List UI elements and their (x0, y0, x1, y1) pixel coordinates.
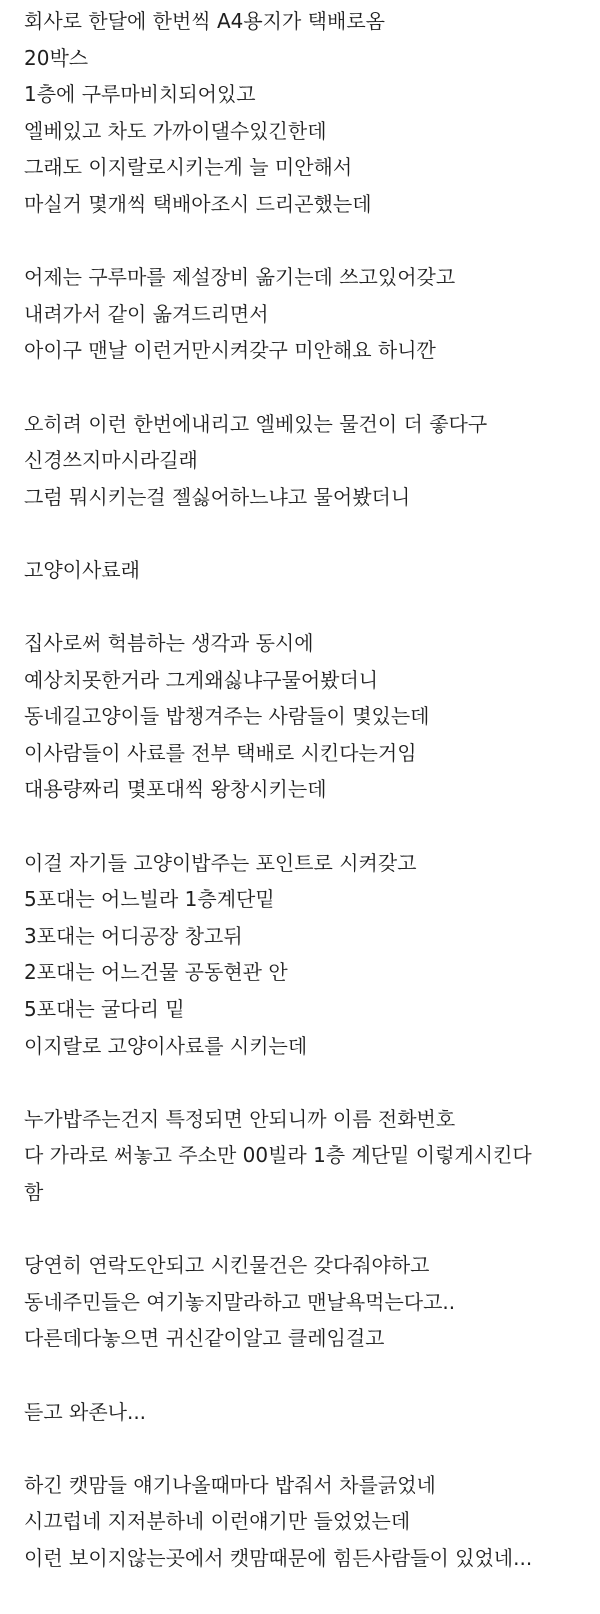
text-line: 다른데다놓으면 귀신같이알고 클레임걸고 (24, 1326, 385, 1351)
text-line: 회사로 한달에 한번씩 A4용지가 택배로옴 (24, 9, 385, 33)
text-line: 이걸 자기들 고양이밥주는 포인트로 시켜갖고 (24, 850, 417, 875)
text-line: 아이구 맨날 이런거만시켜갖구 미안해요 하니깐 (24, 338, 436, 363)
text-line: 3포대는 어디공장 창고뒤 (24, 923, 243, 948)
blank-line (24, 369, 590, 406)
text-line: 어제는 구루마를 제설장비 옮기는데 쓰고있어갖고 (24, 265, 456, 290)
text-line: 누가밥주는건지 특정되면 안되니까 이름 전화번호 (24, 1106, 456, 1131)
post-body (24, 3, 590, 1577)
text-line: 다 가라로 써놓고 주소만 00빌라 1층 계단밑 이렇게시킨다 (24, 1143, 532, 1168)
blank-line (24, 808, 590, 845)
blank-line (24, 1064, 590, 1101)
text-line: 2포대는 어느건물 공동현관 안 (24, 960, 288, 985)
blank-line (24, 589, 590, 626)
text-line: 내려가서 같이 옮겨드리면서 (24, 301, 269, 326)
text-line: 대용량짜리 몇포대씩 왕창시키는데 (24, 777, 327, 802)
text-line: 5포대는 굴다리 밑 (24, 997, 185, 1022)
text-line: 이사람들이 사료를 전부 택배로 시킨다는거임 (24, 740, 417, 765)
text-line: 오히려 이런 한번에내리고 엘베있는 물건이 더 좋다구 (24, 411, 488, 436)
blank-line (24, 1211, 590, 1248)
text-line: 그럼 뭐시키는걸 젤싫어하느냐고 물어봤더니 (24, 484, 411, 509)
text-line: 마실거 몇개씩 택배아조시 드리곤했는데 (24, 191, 372, 216)
text-line: 이지랄로 고양이사료를 시키는데 (24, 1033, 308, 1058)
text-line: 당연히 연락도안되고 시킨물건은 갖다줘야하고 (24, 1253, 430, 1278)
blank-line (24, 1357, 590, 1394)
text-line: 5포대는 어느빌라 1층계단밑 (24, 887, 275, 912)
text-line: 그래도 이지랄로시키는게 늘 미안해서 (24, 155, 353, 180)
text-line: 하긴 캣맘들 얘기나올때마다 밥줘서 차를긁었네 (24, 1472, 436, 1497)
text-line: 예상치못한거라 그게왜싫냐구물어봤더니 (24, 667, 379, 692)
text-line: 20박스 (24, 45, 89, 70)
blank-line (24, 515, 590, 552)
blank-line (24, 223, 590, 260)
text-line: 1층에 구루마비치되어있고 (24, 82, 256, 107)
text-line: 시끄럽네 지저분하네 이런얘기만 들었었는데 (24, 1509, 411, 1534)
text-line: 고양이사료래 (24, 557, 140, 582)
blank-line (24, 1430, 590, 1467)
text-line: 엘베있고 차도 가까이댈수있긴한데 (24, 118, 327, 143)
text-line: 동네길고양이들 밥챙겨주는 사람들이 몇있는데 (24, 704, 430, 729)
text-line: 함 (24, 1180, 44, 1204)
text-line: 동네주민들은 여기놓지말라하고 맨날욕먹는다고.. (24, 1289, 456, 1314)
text-line: 집사로써 헉븜하는 생각과 동시에 (24, 631, 314, 656)
text-line: 신경쓰지마시라길래 (24, 448, 198, 473)
text-line: 듣고 와존나... (24, 1399, 147, 1424)
text-line: 이런 보이지않는곳에서 캣맘때문에 힘든사람들이 있었네... (24, 1545, 533, 1570)
